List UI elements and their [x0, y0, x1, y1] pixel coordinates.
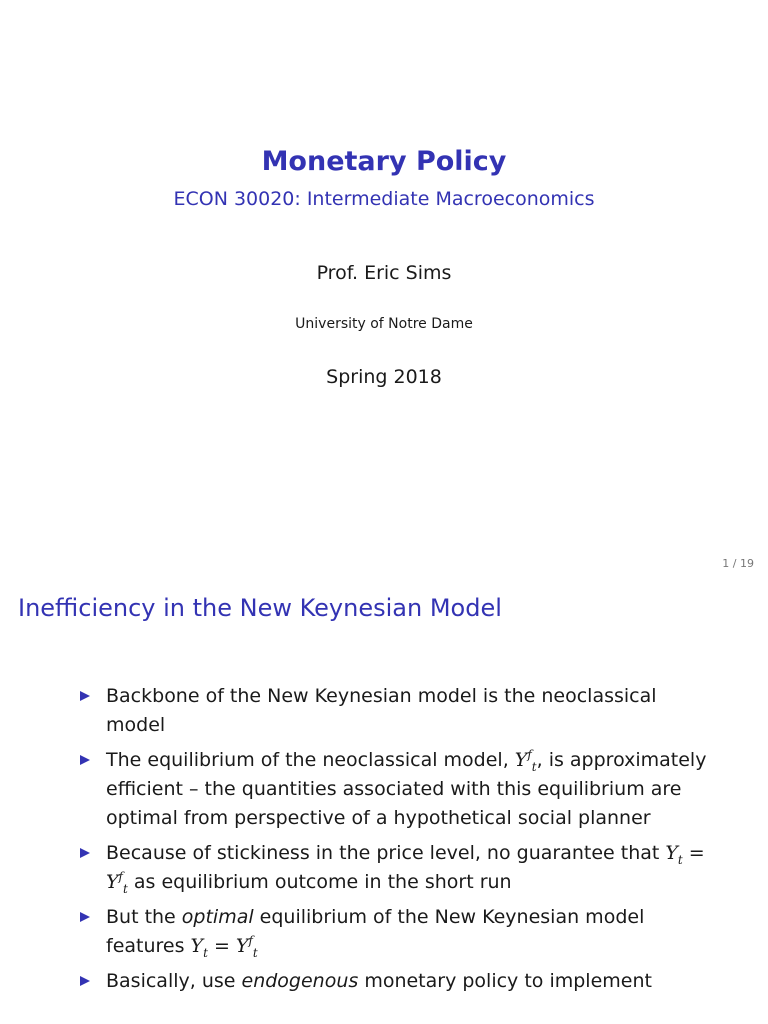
author: Prof. Eric Sims: [316, 262, 452, 284]
bullet-item: [80, 839, 720, 897]
bullet-item: [80, 967, 720, 996]
math-y-flex: [106, 869, 128, 896]
deck-subtitle: ECON 30020: Intermediate Macroeconomics: [173, 188, 595, 210]
bullet-text: Because of stickiness in the price level, no guarantee that: [106, 842, 666, 864]
title-block: [0, 144, 768, 212]
bullet-text: equilibrium of the New Keynesian model features: [106, 906, 645, 957]
bullet-text: as equilibrium outcome in the short run: [127, 871, 512, 893]
math-equation: [190, 935, 208, 960]
content-slide: [0, 580, 768, 1024]
triangle-bullet-icon: [80, 848, 90, 858]
math-symbol: Y: [514, 749, 528, 771]
institute: University of Notre Dame: [295, 316, 473, 332]
triangle-bullet-icon: [80, 912, 90, 922]
math-subscript: t: [203, 945, 208, 960]
triangle-bullet-icon: [80, 976, 90, 986]
math-subscript: t: [123, 881, 128, 896]
math-superscript: f: [527, 747, 532, 762]
frame-title: Inefficiency in the New Keynesian Model: [18, 594, 502, 622]
math-y-flex: [235, 933, 258, 960]
bullet-item: [80, 903, 720, 961]
emphasis-text: endogenous: [241, 970, 359, 992]
math-equals: =: [207, 935, 236, 957]
bullet-text: Basically, use: [106, 970, 242, 992]
deck-title: Monetary Policy: [261, 146, 507, 177]
bullet-text: monetary policy to implement: [358, 970, 652, 992]
math-symbol: Y: [665, 842, 678, 864]
math-symbol: Y: [235, 935, 249, 957]
triangle-bullet-icon: [80, 691, 90, 701]
math-superscript: f: [118, 869, 123, 884]
page-number: 1 / 19: [722, 557, 754, 570]
math-subscript: t: [531, 759, 537, 774]
math-equals: =: [682, 842, 705, 864]
bullet-text: Backbone of the New Keynesian model is the neoclassical model: [106, 685, 657, 736]
date: Spring 2018: [326, 366, 442, 388]
math-equation: [665, 842, 683, 867]
bullet-text: , is approximately efficient – the quantities associated with this equilibrium are optimal from perspective of a hypothetical social planner: [106, 749, 707, 829]
math-subscript: t: [677, 852, 683, 867]
emphasis-text: optimal: [181, 906, 254, 928]
bullet-item: [80, 746, 720, 833]
math-y-flex: [514, 747, 537, 774]
bullet-list: [80, 682, 720, 1002]
math-symbol: Y: [106, 871, 119, 893]
math-symbol: Y: [190, 935, 204, 957]
bullet-item: [80, 682, 720, 740]
triangle-bullet-icon: [80, 755, 90, 765]
math-superscript: f: [248, 933, 253, 948]
bullet-text: The equilibrium of the neoclassical model,: [106, 749, 515, 771]
bullet-text: But the: [106, 906, 182, 928]
math-subscript: t: [252, 945, 258, 960]
